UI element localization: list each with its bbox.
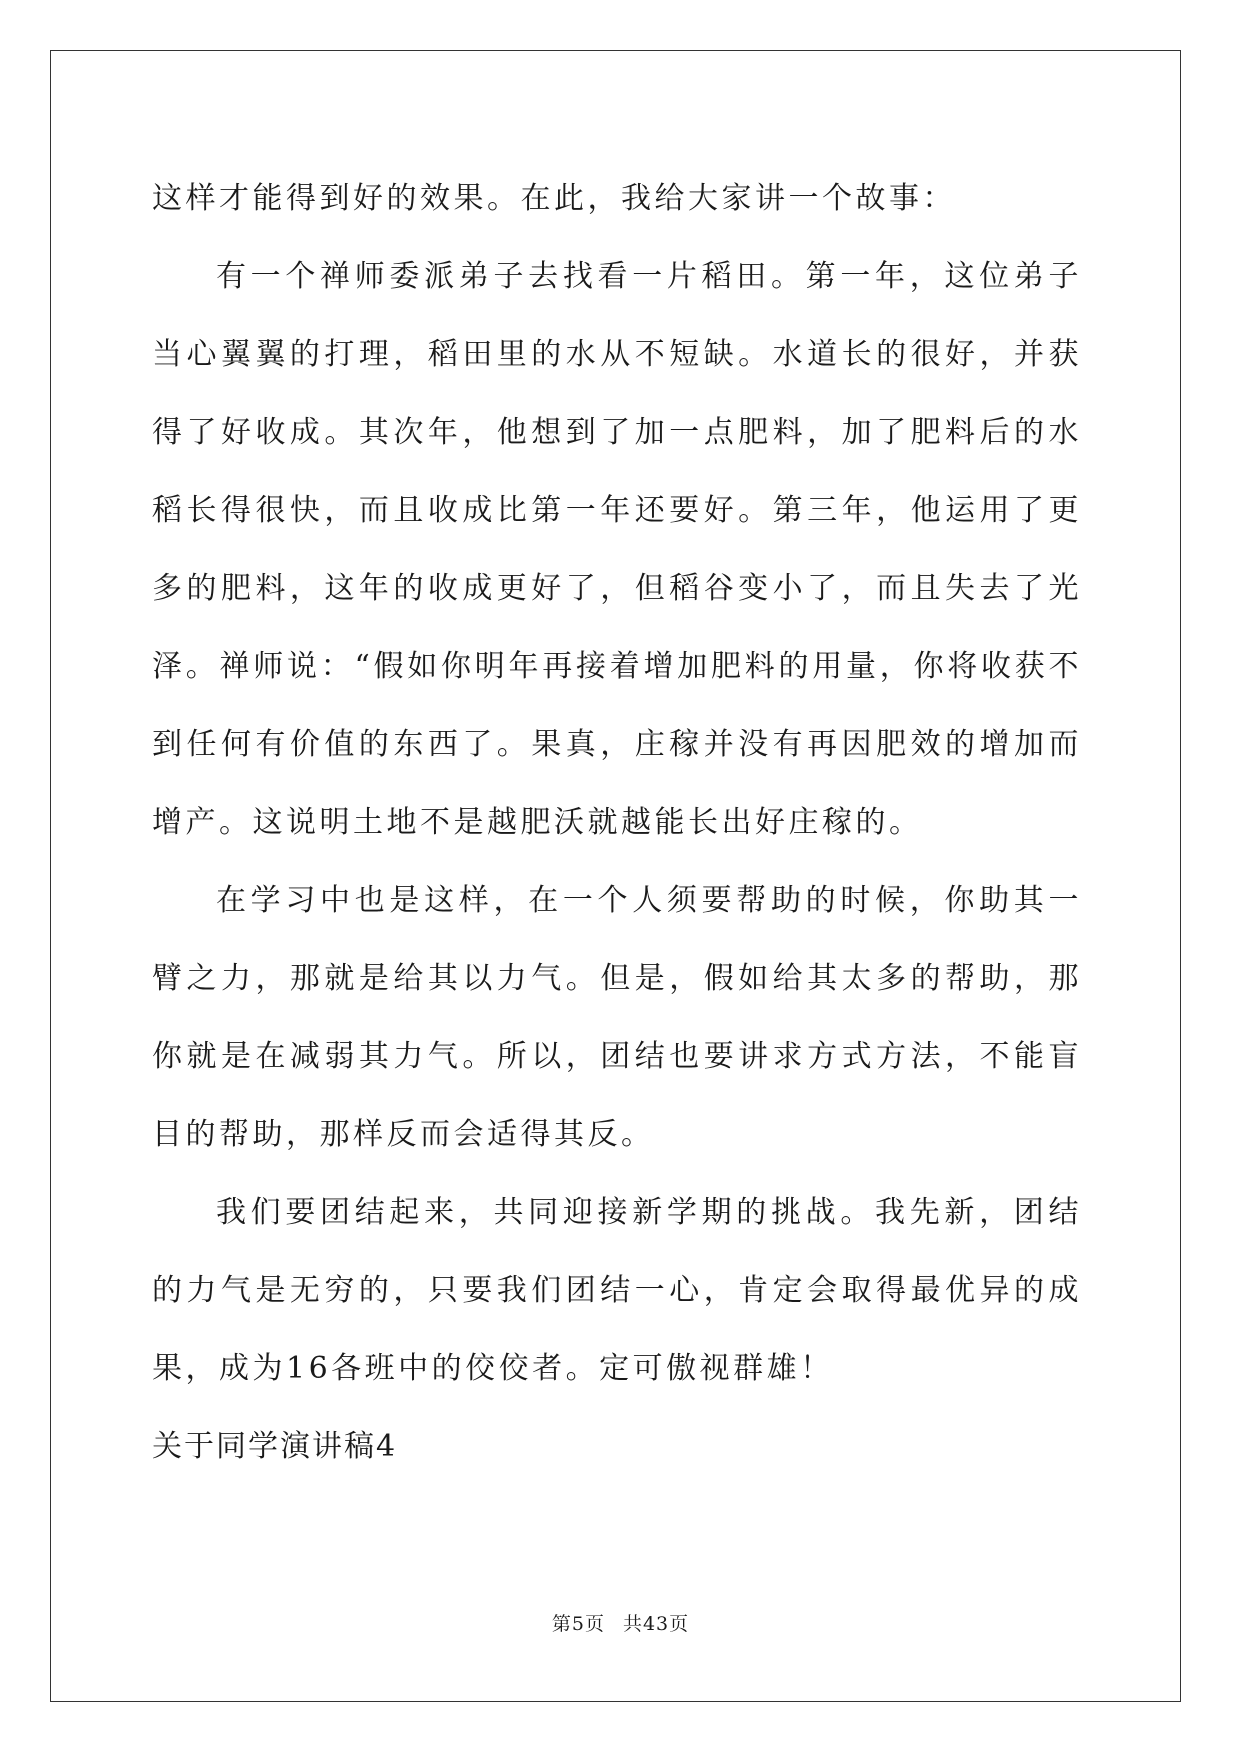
paragraph-3: 在学习中也是这样，在一个人须要帮助的时候，你助其一臂之力，那就是给其以力气。但是，假如给其太多的帮助，那你就是在减弱其力气。所以，团结也要讲求方式方法，不能盲目的帮助，那样反而会适得其反。: [152, 883, 1082, 1152]
page-footer: [0, 1612, 1241, 1636]
page-total: 共43页: [622, 1613, 690, 1635]
paragraph-2: 有一个禅师委派弟子去找看一片稻田。第一年，这位弟子当心翼翼的打理，稻田里的水从不短缺。水道长的很好，并获得了好收成。其次年，他想到了加一点肥料，加了肥料后的水稻长得很快，而且收成比第一年还要好。第三年，他运用了更多的肥料，这年的收成更好了，但稻谷变小了，而且失去了光泽。禅师说：“假如你明年再接着增加肥料的用量，你将收获不到任何有价值的东西了。果真，庄稼并没有再因肥效的增加而增产。这说明土地不是越肥沃就越能长出好庄稼的。: [152, 259, 1082, 840]
paragraph-1: 这样才能得到好的效果。在此，我给大家讲一个故事：: [152, 181, 956, 216]
document-body: [152, 160, 1082, 1486]
section-heading: 关于同学演讲稿4: [152, 1429, 398, 1464]
page-number: 第5页: [551, 1613, 605, 1635]
paragraph-4: 我们要团结起来，共同迎接新学期的挑战。我先新，团结的力气是无穷的，只要我们团结一心，肯定会取得最优异的成果，成为16各班中的佼佼者。定可傲视群雄！: [152, 1195, 1082, 1386]
